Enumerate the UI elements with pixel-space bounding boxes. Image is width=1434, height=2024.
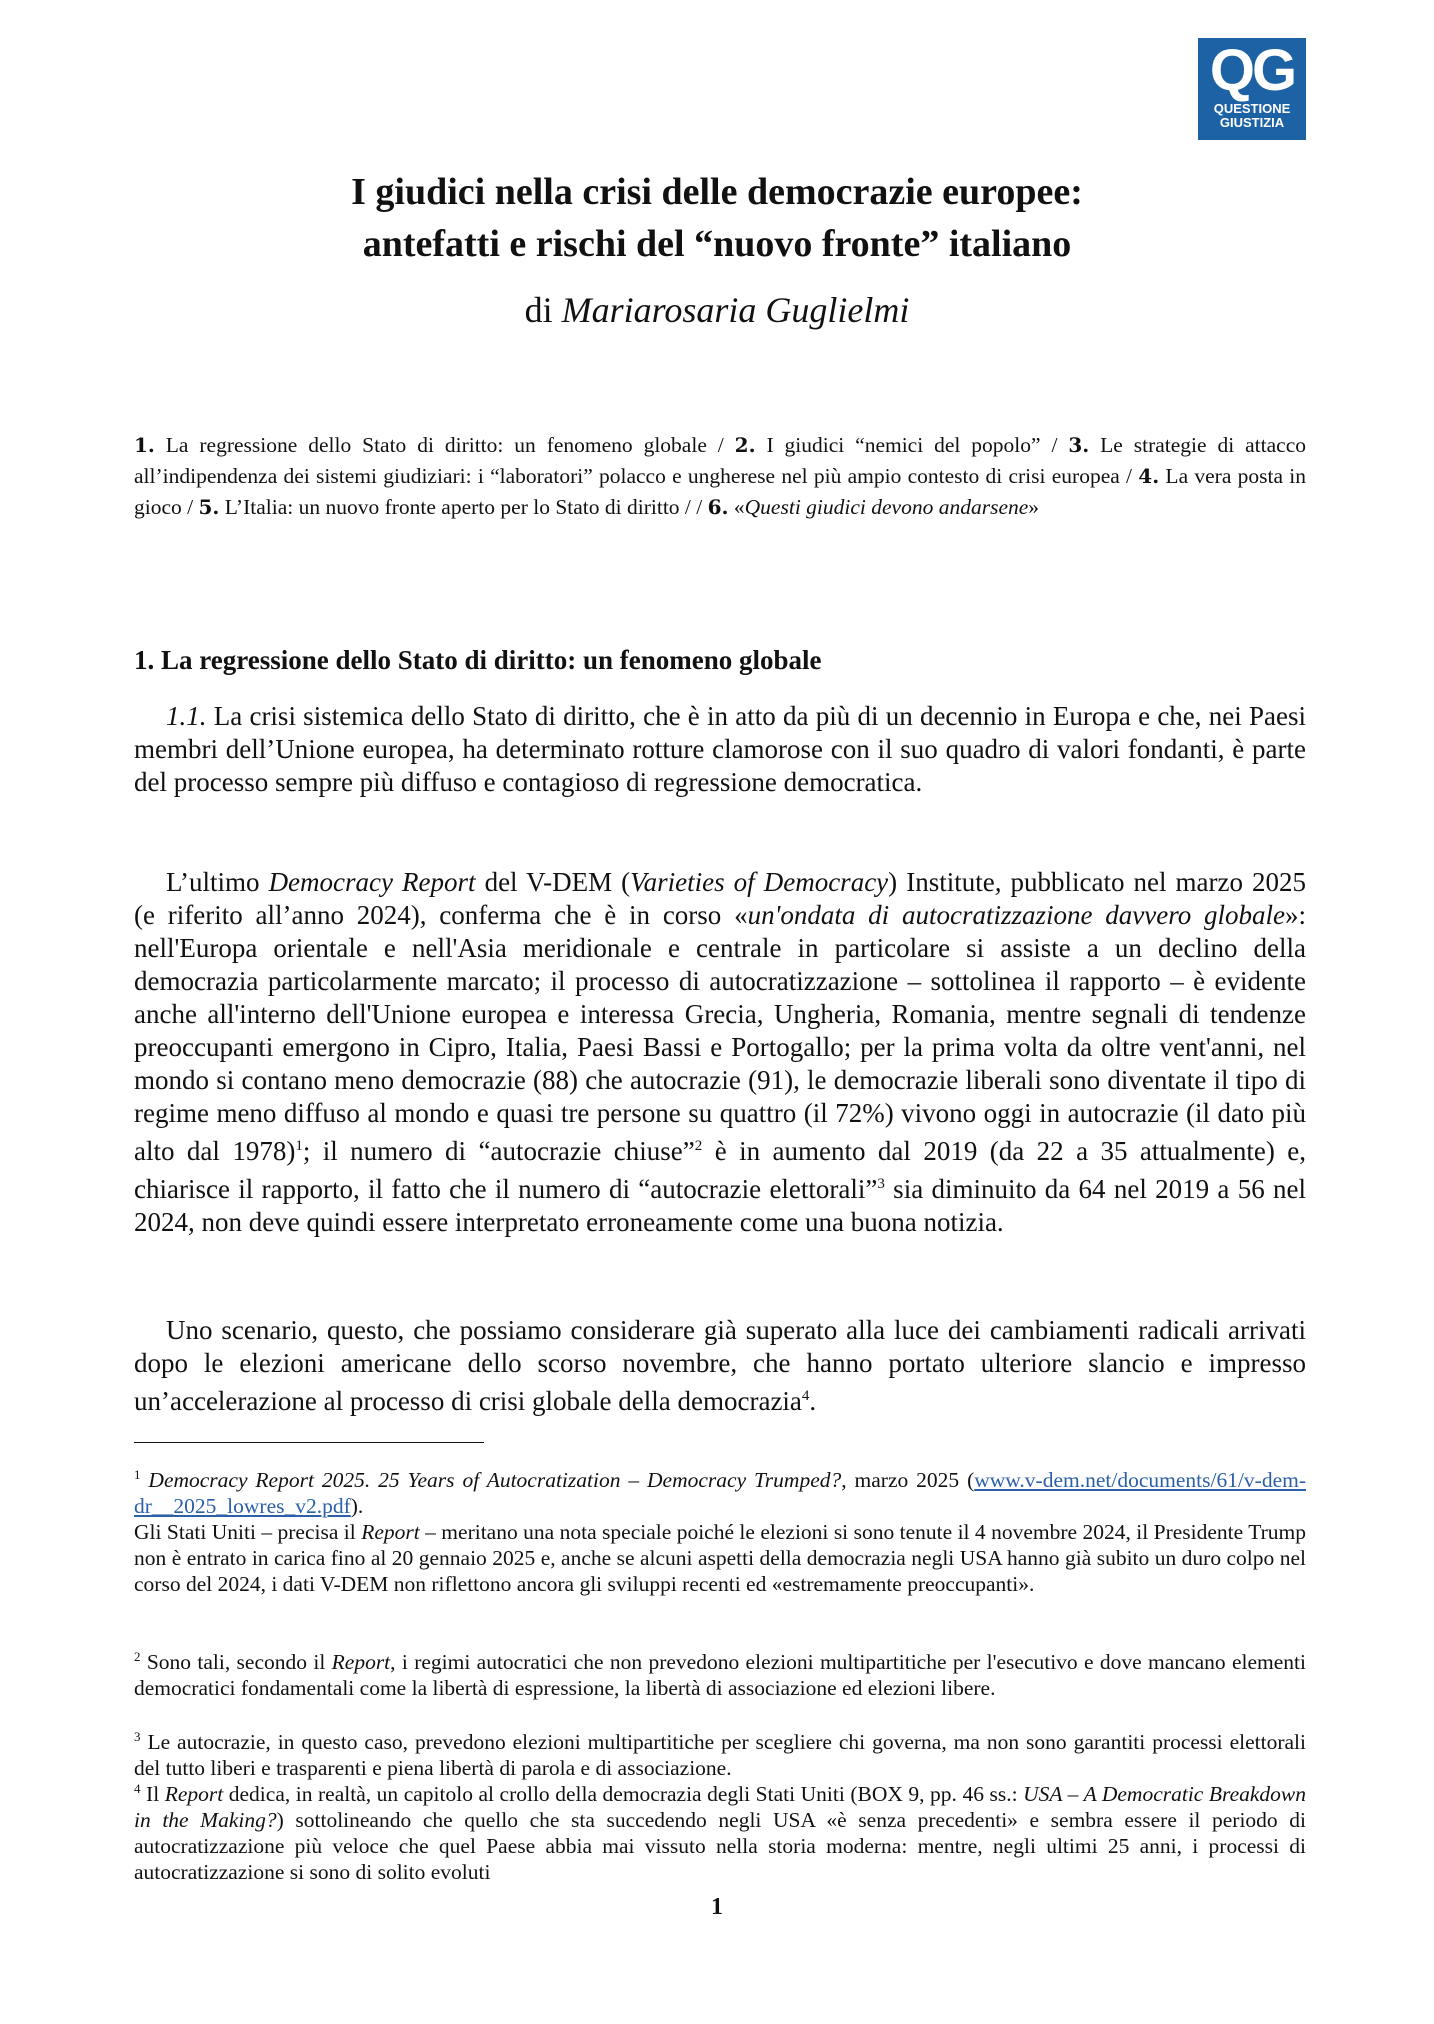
report-link[interactable]: www.v-dem.net/documents/61/v-dem-dr__2025_lowres_v2.pdf <box>134 1468 1307 1519</box>
toc-item: « <box>728 495 745 519</box>
toc-item: Le strategie di attacco all’indipendenza dei sistemi giudiziari: i “laboratori” polacco e ungherese nel più ampio contesto di crisi europea / <box>134 433 1306 488</box>
toc-num: 3. <box>1068 433 1090 457</box>
text-run-italic: Democracy Report 2025. 25 Years of Autocratization – Democracy Trumped? <box>148 1468 842 1493</box>
paragraph-2 <box>134 866 1306 1239</box>
logo-line-1: QUESTIONE <box>1213 101 1291 116</box>
toc-item: La vera posta in gioco / <box>134 464 1306 519</box>
text-run: sia diminuito da 64 nel 2019 a 56 nel 2024, non deve quindi essere interpretato erroneamente come una buona notizia. <box>134 1174 1306 1237</box>
title-line-2: antefatti e rischi del “nuovo fronte” italiano <box>362 223 1072 265</box>
paragraph-text: La crisi sistemica dello Stato di diritto, che è in atto da più di un decennio in Europa e che, nei Paesi membri dell’Unione europea, ha determinato rotture clamorose con il suo quadro di valori fondanti, è parte del processo sempre più diffuso e contagioso di regressione democratica. <box>134 701 1306 797</box>
toc-item: I giudici “nemici del popolo” / <box>755 433 1069 457</box>
toc-num: 2. <box>734 433 756 457</box>
text-run: L’ultimo <box>166 867 269 897</box>
toc-item-italic: Questi giudici devono andarsene <box>744 495 1029 519</box>
text-run: del V-DEM ( <box>475 867 631 897</box>
paragraph-1 <box>134 700 1306 799</box>
toc-num: 1. <box>134 433 155 457</box>
author-name: Mariarosaria Guglielmi <box>561 290 910 330</box>
text-run: è in aumento dal 2019 (da 22 a 35 attualmente) e, chiarisce il rapporto, il fatto che il numero di “autocrazie elettorali” <box>134 1136 1306 1204</box>
footnote-ref[interactable]: 1 <box>295 1138 303 1154</box>
toc-item-tail: » <box>1028 495 1040 519</box>
toc-num: 6. <box>707 495 729 519</box>
footnote-number: 1 <box>134 1467 141 1482</box>
text-run: pubblicato nel marzo 2025 (e riferito all’anno 2024), conferma che è in corso « <box>134 867 1307 930</box>
text-run: . <box>809 1386 817 1416</box>
toc-item: L’Italia: un nuovo fronte aperto per lo Stato di diritto / <box>219 495 697 519</box>
logo-mark: QG <box>1209 38 1295 103</box>
footnote-4 <box>134 1776 1306 1885</box>
text-run: Sono tali, secondo il <box>140 1650 332 1675</box>
toc-slash: / <box>696 495 708 519</box>
footnote-number: 3 <box>134 1729 141 1744</box>
paragraph-label: 1.1. <box>166 701 207 731</box>
footnote-ref[interactable]: 4 <box>801 1388 810 1404</box>
toc-item: La regressione dello Stato di diritto: un fenomeno globale / <box>154 433 735 457</box>
footnote-separator <box>134 1442 484 1443</box>
footnote-number: 4 <box>134 1781 141 1796</box>
text-run: ; il numero di “autocrazie chiuse” <box>302 1136 695 1166</box>
author-line <box>0 286 1434 334</box>
questione-giustizia-logo <box>1198 38 1306 140</box>
text-run: Il <box>140 1782 165 1807</box>
text-run: »: nell'Europa orientale e nell'Asia meridionale e centrale in particolare si assiste a un declino della democrazia particolarmente marcato; il processo di autocratizzazione – sottolinea il rapporto – è evidente anche all'interno dell'Unione europea e interessa Grecia, Ungheria, Romania, mentre segnali di tendenze preoccupanti emergono in Cipro, Italia, Paesi Bassi e Portogallo; per la prima volta da oltre vent'anni, nel mondo si contano meno democrazie (88) che autocrazie (91), le democrazie liberali sono diventate il tipo di regime meno diffuso al mondo e quasi tre persone su quattro (il 72%) vivono oggi in autocrazie (il dato più alto dal 1978) <box>134 900 1306 1166</box>
text-run-italic: Report <box>164 1782 224 1807</box>
text-run-italic: USA – A Democratic Breakdown in the Making? <box>134 1782 1306 1833</box>
text-run-italic: Report <box>361 1520 420 1545</box>
paragraph-3 <box>134 1314 1306 1418</box>
document-title <box>0 166 1434 270</box>
text-run: ) Institute <box>888 867 995 897</box>
footnote-ref[interactable]: 3 <box>877 1176 885 1192</box>
footnote-3 <box>134 1724 1306 1781</box>
text-run-italic: , <box>994 867 1002 897</box>
text-run-italic: un'ondata di autocratizzazione davvero globale <box>747 900 1285 930</box>
text-run: Gli Stati Uniti – precisa il <box>134 1520 362 1545</box>
text-run: dedica, in realtà, un capitolo al crollo della democrazia degli Stati Uniti (BOX 9, pp. 46 ss.: <box>223 1782 1024 1807</box>
text-run-italic: Democracy Report <box>268 867 476 897</box>
text-run: – meritano una nota speciale poiché le elezioni si sono tenute il 4 novembre 2024, il Presidente Trump non è entrato in carica fino al 20 gennaio 2025 e, anche se alcuni aspetti della democrazia negli USA hanno già subito un duro colpo nel corso del 2024, i dati V-DEM non riflettono ancora gli sviluppi recenti ed «estremamente preoccupanti». <box>134 1520 1306 1597</box>
text-run-italic: Report <box>331 1650 391 1675</box>
section-heading: 1. La regressione dello Stato di diritto: un fenomeno globale <box>134 645 822 675</box>
text-run: Uno scenario, questo, che possiamo considerare già superato alla luce dei cambiamenti radicali arrivati dopo le elezioni americane dello scorso novembre, che hanno portato ulteriore slancio e impresso un’accelerazione al processo di crisi globale della democrazia <box>134 1315 1306 1416</box>
page-number: 1 <box>711 1894 723 1920</box>
footnote-2 <box>134 1644 1306 1701</box>
text-run: ) sottolineando che quello che sta succedendo negli USA «è senza precedenti» e sembra essere il periodo di autocratizzazione più veloce che quel Paese abbia mai vissuto nella storia moderna: mentre, negli ultimi 25 anni, i processi di autocratizzazione si sono di solito evoluti <box>134 1808 1307 1885</box>
author-prefix: di <box>524 290 562 330</box>
text-run: , i regimi autocratici che non prevedono elezioni multipartitiche per l'esecutivo e dove mancano elementi democratici fondamentali come la libertà di espressione, la libertà di associazione ed elezioni libere. <box>134 1650 1306 1701</box>
table-of-contents <box>134 430 1306 523</box>
text-run-italic: Varieties of Democracy <box>630 867 889 897</box>
toc-num: 5. <box>198 495 220 519</box>
toc-num: 4. <box>1138 464 1160 488</box>
footnote-number: 2 <box>134 1649 141 1664</box>
title-line-1: I giudici nella crisi delle democrazie europee: <box>351 171 1083 213</box>
logo-line-2: GIUSTIZIA <box>1219 115 1285 130</box>
footnote-ref[interactable]: 2 <box>694 1138 703 1154</box>
text-run: ). <box>350 1494 364 1519</box>
text-run: Le autocrazie, in questo caso, prevedono elezioni multipartitiche per scegliere chi governa, ma non sono garantiti processi elettorali del tutto liberi e trasparenti e piena libertà di parola e di associazione. <box>134 1730 1306 1781</box>
footnote-1 <box>134 1462 1306 1597</box>
text-run: , marzo 2025 ( <box>841 1468 975 1493</box>
